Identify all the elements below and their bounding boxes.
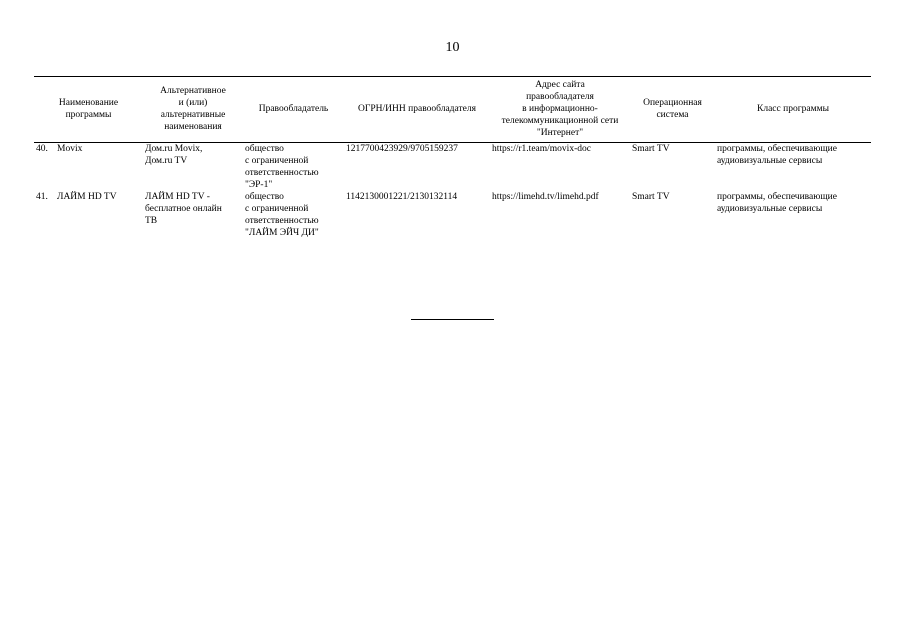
cell-alt-names: Дом.ru Movix, Дом.ru TV (145, 144, 203, 166)
cell-name: 41. ЛАЙМ HD TV (36, 192, 117, 202)
header-operating-system: Операционная система (630, 77, 715, 143)
header-program-class: Класс программы (715, 77, 871, 143)
cell-alt-names: ЛАЙМ HD TV - бесплатное онлайн ТВ (145, 192, 222, 226)
cell-owner: общество с ограниченной ответственностью "ЭР-1" (245, 144, 319, 190)
cell-ogrn-inn: 1142130001221/2130132114 (346, 192, 458, 202)
software-registry-table (34, 76, 871, 239)
table-row (34, 191, 871, 239)
header-website: Адрес сайта правообладателя в информационно- телекоммуникационной сети "Интернет" (490, 77, 630, 143)
row-number: 41. (36, 192, 48, 202)
table-row (34, 143, 871, 192)
footer-divider (411, 319, 494, 320)
cell-class: программы, обеспечивающие аудиовизуальные сервисы (717, 144, 837, 166)
header-ogrn-inn: ОГРН/ИНН правообладателя (344, 77, 490, 143)
row-number: 40. (36, 144, 48, 154)
cell-website: https://r1.team/movix-doc (492, 144, 591, 154)
header-alternative-names: Альтернативное и (или) альтернативные наименования (143, 77, 243, 143)
page-number: 10 (445, 40, 460, 55)
header-program-name: Наименование программы (34, 77, 143, 143)
table-header-row (34, 77, 871, 143)
cell-name: 40. Movix (36, 144, 83, 154)
cell-owner: общество с ограниченной ответственностью "ЛАЙМ ЭЙЧ ДИ" (245, 192, 319, 238)
cell-os: Smart TV (632, 144, 670, 154)
cell-ogrn-inn: 1217700423929/9705159237 (346, 144, 458, 154)
cell-class: программы, обеспечивающие аудиовизуальные сервисы (717, 192, 837, 214)
cell-os: Smart TV (632, 192, 670, 202)
header-rights-holder: Правообладатель (243, 77, 344, 143)
cell-website: https://limehd.tv/limehd.pdf (492, 192, 599, 202)
